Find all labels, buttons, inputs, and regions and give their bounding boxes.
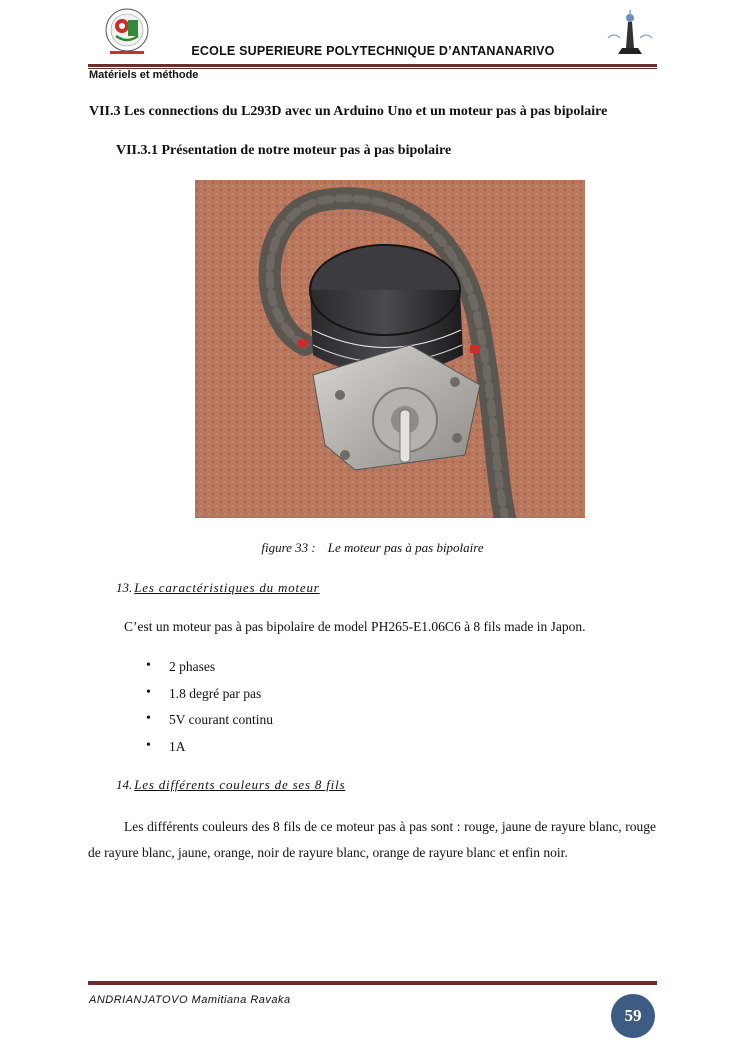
- section-label: Matériels et méthode: [89, 69, 199, 81]
- list-item: • 1.8 degré par pas: [146, 685, 273, 712]
- section-heading: VII.3 Les connections du L293D avec un Arduino Uno et un moteur pas à pas bipolaire: [89, 104, 608, 119]
- stepper-motor-photo: [195, 180, 585, 518]
- section-14-heading: [116, 777, 345, 793]
- figure-label: figure 33 :: [261, 540, 316, 555]
- page-number-badge: 59: [611, 994, 655, 1038]
- list-item: • 5V courant continu: [146, 711, 273, 738]
- footer-rule: [88, 981, 657, 985]
- figure-caption: [0, 540, 745, 556]
- section-14-title: Les différents couleurs de ses 8 fils: [134, 777, 346, 792]
- section-13-title: Les caractéristiques du moteur: [134, 580, 320, 595]
- school-name: ECOLE SUPERIEURE POLYTECHNIQUE D’ANTANANARIVO: [191, 44, 555, 58]
- section-13-number: 13.: [116, 580, 133, 595]
- header-rule: [88, 64, 657, 67]
- author-name: ANDRIANJATOVO Mamitiana Ravaka: [89, 994, 291, 1006]
- subsection-heading: VII.3.1 Présentation de notre moteur pas à pas bipolaire: [116, 143, 452, 158]
- wire-colors-paragraph: Les différents couleurs des 8 fils de ce moteur pas à pas sont : rouge, jaune de rayure blanc, rouge de rayure blanc, jaune, orange, noir de rayure blanc, orange de rayure blanc et enfin noir.: [88, 819, 656, 860]
- section-14-number: 14.: [116, 777, 133, 792]
- list-item: • 2 phases: [146, 658, 273, 685]
- motor-description: C’est un moteur pas à pas bipolaire de model PH265-E1.06C6 à 8 fils made in Japon.: [124, 619, 586, 634]
- section-13-heading: [116, 580, 320, 596]
- figure-text: Le moteur pas à pas bipolaire: [327, 540, 484, 555]
- characteristics-list: [146, 658, 273, 764]
- list-item: • 1A: [146, 738, 273, 765]
